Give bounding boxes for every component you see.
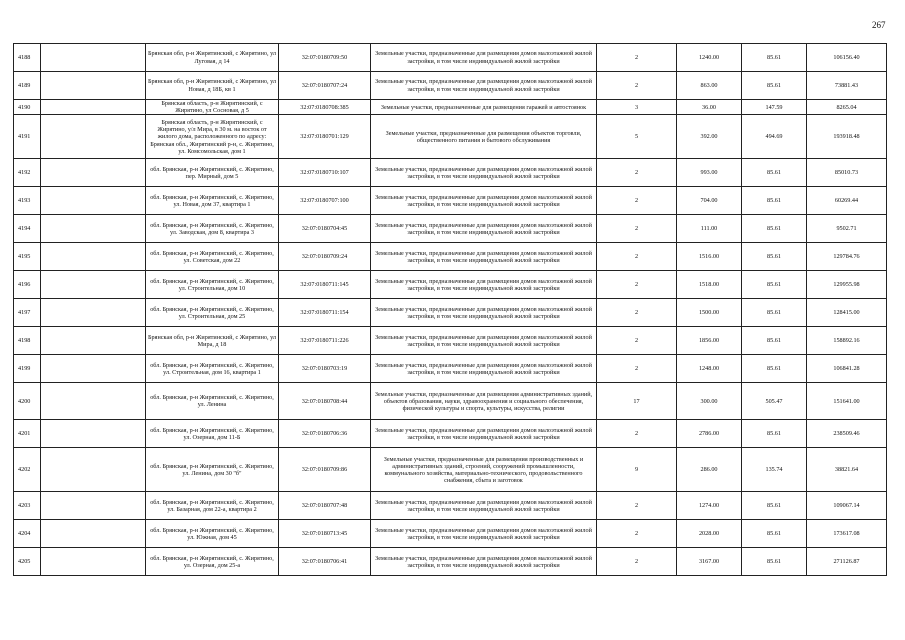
row-number-cell: 4202 [14,448,41,492]
cadastral-number-cell: 32:07:0180708:385 [279,100,371,115]
address-cell: обл. Брянская, р-н Жирятинский, с. Жирятино, ул. Ленина [146,383,279,420]
specific-value-cell: 85.61 [742,44,807,72]
row-number-cell: 4192 [14,159,41,187]
address-cell: Брянская область, р-н Жирятинский, с Жирятино, у/л Мира, в 30 м. на восток от жилого дома, расположенного по адресу: Брянская обл., Жирятинский р-н, с. Жирятино, ул. Комсомольская, дом 1 [146,115,279,159]
area-cell: 1856.00 [677,327,742,355]
cadastral-value-cell: 238509.46 [807,420,887,448]
table-row [14,271,887,299]
cadastral-number-cell: 32:07:0180706:36 [279,420,371,448]
cadastral-value-cell: 193918.48 [807,115,887,159]
area-cell: 300.00 [677,383,742,420]
table-row [14,420,887,448]
cadastral-number-cell: 32:07:0180707:24 [279,72,371,100]
cadastral-number-cell: 32:07:0180706:41 [279,548,371,576]
specific-value-cell: 85.61 [742,355,807,383]
area-cell: 392.00 [677,115,742,159]
cadastral-value-cell: 109067.14 [807,492,887,520]
table-body [14,44,887,576]
specific-value-cell: 135.74 [742,448,807,492]
specific-value-cell: 85.61 [742,492,807,520]
specific-value-cell: 85.61 [742,327,807,355]
table-row [14,187,887,215]
land-use-cell: Земельные участки, предназначенные для размещения домов малоэтажной жилой застройки, в том числе индивидуальной жилой застройки [371,187,597,215]
row-number-cell: 4193 [14,187,41,215]
group-number-cell: 2 [597,271,677,299]
cadastral-value-cell: 129784.76 [807,243,887,271]
land-use-cell: Земельные участки, предназначенные для размещения объектов торговли, общественного питания и бытового обслуживания [371,115,597,159]
specific-value-cell: 147.59 [742,100,807,115]
area-cell: 704.00 [677,187,742,215]
spacer-cell [41,548,146,576]
area-cell: 993.00 [677,159,742,187]
specific-value-cell: 85.61 [742,159,807,187]
specific-value-cell: 85.61 [742,271,807,299]
area-cell: 1500.00 [677,299,742,327]
cadastral-number-cell: 32:07:0180711:154 [279,299,371,327]
spacer-cell [41,448,146,492]
spacer-cell [41,383,146,420]
cadastral-number-cell: 32:07:0180711:145 [279,271,371,299]
spacer-cell [41,492,146,520]
group-number-cell: 2 [597,243,677,271]
specific-value-cell: 85.61 [742,299,807,327]
table-row [14,355,887,383]
spacer-cell [41,271,146,299]
area-cell: 863.00 [677,72,742,100]
cadastral-number-cell: 32:07:0180704:45 [279,215,371,243]
table-row [14,383,887,420]
area-cell: 1518.00 [677,271,742,299]
land-use-cell: Земельные участки, предназначенные для размещения домов малоэтажной жилой застройки, в том числе индивидуальной жилой застройки [371,72,597,100]
cadastral-number-cell: 32:07:0180710:107 [279,159,371,187]
spacer-cell [41,187,146,215]
table-row [14,159,887,187]
cadastral-value-cell: 158892.16 [807,327,887,355]
group-number-cell: 2 [597,327,677,355]
group-number-cell: 2 [597,420,677,448]
address-cell: обл. Брянская, р-н Жирятинский, с. Жирятино, ул. Южная, дом 45 [146,520,279,548]
group-number-cell: 2 [597,187,677,215]
table-row [14,243,887,271]
specific-value-cell: 85.61 [742,215,807,243]
specific-value-cell: 505.47 [742,383,807,420]
cadastral-value-cell: 9502.71 [807,215,887,243]
row-number-cell: 4199 [14,355,41,383]
cadastral-number-cell: 32:07:0180707:100 [279,187,371,215]
row-number-cell: 4194 [14,215,41,243]
address-cell: обл. Брянская, р-н Жирятинский, с. Жирятино, ул. Озерная, дом 25-а [146,548,279,576]
row-number-cell: 4189 [14,72,41,100]
group-number-cell: 2 [597,44,677,72]
spacer-cell [41,115,146,159]
group-number-cell: 17 [597,383,677,420]
table-row [14,72,887,100]
address-cell: обл. Брянская, р-н Жирятинский, с. Жирятино, ул. Строительная, дом 10 [146,271,279,299]
address-cell: обл. Брянская, р-н Жирятинский, с. Жирятино, ул. Строительная, дом 16, квартира 1 [146,355,279,383]
group-number-cell: 2 [597,215,677,243]
specific-value-cell: 85.61 [742,243,807,271]
cadastral-number-cell: 32:07:0180709:86 [279,448,371,492]
table-row [14,115,887,159]
land-use-cell: Земельные участки, предназначенные для размещения домов малоэтажной жилой застройки, в том числе индивидуальной жилой застройки [371,243,597,271]
spacer-cell [41,327,146,355]
table-row [14,100,887,115]
specific-value-cell: 85.61 [742,548,807,576]
spacer-cell [41,420,146,448]
spacer-cell [41,355,146,383]
land-use-cell: Земельные участки, предназначенные для размещения административных зданий, объектов образования, науки, здравоохранения и социального обеспечения, физической культуры и спорта, культуры, искусства, религии [371,383,597,420]
address-cell: обл. Брянская, р-н Жирятинский, с. Жирятино, ул. Озерная, дом 11-Б [146,420,279,448]
row-number-cell: 4191 [14,115,41,159]
cadastral-number-cell: 32:07:0180703:19 [279,355,371,383]
land-use-cell: Земельные участки, предназначенные для размещения гаражей и автостоянок [371,100,597,115]
group-number-cell: 5 [597,115,677,159]
table-row [14,327,887,355]
area-cell: 1274.00 [677,492,742,520]
row-number-cell: 4196 [14,271,41,299]
specific-value-cell: 85.61 [742,187,807,215]
group-number-cell: 9 [597,448,677,492]
cadastral-value-cell: 271126.87 [807,548,887,576]
spacer-cell [41,299,146,327]
cadastral-value-cell: 106841.28 [807,355,887,383]
table-row [14,448,887,492]
land-use-cell: Земельные участки, предназначенные для размещения домов малоэтажной жилой застройки, в том числе индивидуальной жилой застройки [371,548,597,576]
row-number-cell: 4195 [14,243,41,271]
land-use-cell: Земельные участки, предназначенные для размещения домов малоэтажной жилой застройки, в том числе индивидуальной жилой застройки [371,520,597,548]
address-cell: Брянская обл, р-н Жирятинский, с Жирятино, ул Новая, д 18Б, кв 1 [146,72,279,100]
land-use-cell: Земельные участки, предназначенные для размещения домов малоэтажной жилой застройки, в том числе индивидуальной жилой застройки [371,159,597,187]
specific-value-cell: 85.61 [742,520,807,548]
cadastral-value-cell: 173617.08 [807,520,887,548]
cadastral-number-cell: 32:07:0180711:226 [279,327,371,355]
table-row [14,44,887,72]
spacer-cell [41,44,146,72]
specific-value-cell: 85.61 [742,72,807,100]
page-number: 267 [872,20,886,30]
table-row [14,299,887,327]
area-cell: 3167.00 [677,548,742,576]
cadastral-number-cell: 32:07:0180709:50 [279,44,371,72]
area-cell: 286.00 [677,448,742,492]
spacer-cell [41,72,146,100]
cadastral-value-cell: 60269.44 [807,187,887,215]
land-use-cell: Земельные участки, предназначенные для размещения домов малоэтажной жилой застройки, в том числе индивидуальной жилой застройки [371,420,597,448]
address-cell: Брянская область, р-н Жирятинский, с Жирятино, ул Сосновая, д 5 [146,100,279,115]
address-cell: обл. Брянская, р-н Жирятинский, с. Жирятино, пер. Мирный, дом 5 [146,159,279,187]
specific-value-cell: 494.69 [742,115,807,159]
cadastral-value-cell: 85010.73 [807,159,887,187]
table-row [14,548,887,576]
land-use-cell: Земельные участки, предназначенные для размещения домов малоэтажной жилой застройки, в том числе индивидуальной жилой застройки [371,271,597,299]
land-use-cell: Земельные участки, предназначенные для размещения домов малоэтажной жилой застройки, в том числе индивидуальной жилой застройки [371,215,597,243]
address-cell: обл. Брянская, р-н Жирятинский, с. Жирятино, ул. Новая, дом 37, квартира 1 [146,187,279,215]
table-row [14,215,887,243]
specific-value-cell: 85.61 [742,420,807,448]
area-cell: 1240.00 [677,44,742,72]
row-number-cell: 4190 [14,100,41,115]
row-number-cell: 4201 [14,420,41,448]
area-cell: 111.00 [677,215,742,243]
row-number-cell: 4200 [14,383,41,420]
address-cell: обл. Брянская, р-н Жирятинский, с. Жирятино, ул. Советская, дом 22 [146,243,279,271]
cadastral-number-cell: 32:07:0180709:24 [279,243,371,271]
table-row [14,520,887,548]
row-number-cell: 4188 [14,44,41,72]
cadastral-value-cell: 38821.64 [807,448,887,492]
cadastral-number-cell: 32:07:0180707:48 [279,492,371,520]
cadastral-value-cell: 151641.00 [807,383,887,420]
area-cell: 1248.00 [677,355,742,383]
group-number-cell: 2 [597,355,677,383]
row-number-cell: 4205 [14,548,41,576]
land-use-cell: Земельные участки, предназначенные для размещения домов малоэтажной жилой застройки, в том числе индивидуальной жилой застройки [371,492,597,520]
address-cell: обл. Брянская, р-н Жирятинский, с. Жирятино, ул. Строительная, дом 25 [146,299,279,327]
area-cell: 2028.00 [677,520,742,548]
land-use-cell: Земельные участки, предназначенные для размещения домов малоэтажной жилой застройки, в том числе индивидуальной жилой застройки [371,44,597,72]
row-number-cell: 4197 [14,299,41,327]
address-cell: обл. Брянская, р-н Жирятинский, с. Жирятино, ул. Заводская, дом 8, квартира 3 [146,215,279,243]
address-cell: Брянская обл, р-н Жирятинский, с Жирятино, ул Луговая, д 14 [146,44,279,72]
land-use-cell: Земельные участки, предназначенные для размещения домов малоэтажной жилой застройки, в том числе индивидуальной жилой застройки [371,327,597,355]
cadastral-value-table [13,43,887,576]
cadastral-value-cell: 73881.43 [807,72,887,100]
cadastral-value-cell: 128415.00 [807,299,887,327]
group-number-cell: 2 [597,159,677,187]
group-number-cell: 3 [597,100,677,115]
group-number-cell: 2 [597,492,677,520]
cadastral-value-cell: 129955.98 [807,271,887,299]
area-cell: 36.00 [677,100,742,115]
address-cell: обл. Брянская, р-н Жирятинский, с. Жирятино, ул. Ленина, дом 30 "б" [146,448,279,492]
land-use-cell: Земельные участки, предназначенные для размещения домов малоэтажной жилой застройки, в том числе индивидуальной жилой застройки [371,355,597,383]
address-cell: обл. Брянская, р-н Жирятинский, с. Жирятино, ул. Базарная, дом 22-а, квартира 2 [146,492,279,520]
group-number-cell: 2 [597,520,677,548]
spacer-cell [41,100,146,115]
spacer-cell [41,159,146,187]
cadastral-value-cell: 106156.40 [807,44,887,72]
group-number-cell: 2 [597,72,677,100]
row-number-cell: 4204 [14,520,41,548]
row-number-cell: 4203 [14,492,41,520]
cadastral-number-cell: 32:07:0180708:44 [279,383,371,420]
land-use-cell: Земельные участки, предназначенные для размещения домов малоэтажной жилой застройки, в том числе индивидуальной жилой застройки [371,299,597,327]
cadastral-value-cell: 8265.04 [807,100,887,115]
cadastral-number-cell: 32:07:0180701:129 [279,115,371,159]
area-cell: 1516.00 [677,243,742,271]
group-number-cell: 2 [597,548,677,576]
address-cell: Брянская обл, р-н Жирятинский, с Жирятино, ул Мира, д 18 [146,327,279,355]
row-number-cell: 4198 [14,327,41,355]
area-cell: 2786.00 [677,420,742,448]
spacer-cell [41,215,146,243]
spacer-cell [41,520,146,548]
group-number-cell: 2 [597,299,677,327]
table-row [14,492,887,520]
spacer-cell [41,243,146,271]
land-use-cell: Земельные участки, предназначенные для размещения производственных и административных зданий, строений, сооружений промышленности, коммунального хозяйства, материально-технического, продовольственного снабжения, сбыта и заготовок [371,448,597,492]
cadastral-number-cell: 32:07:0180713:45 [279,520,371,548]
